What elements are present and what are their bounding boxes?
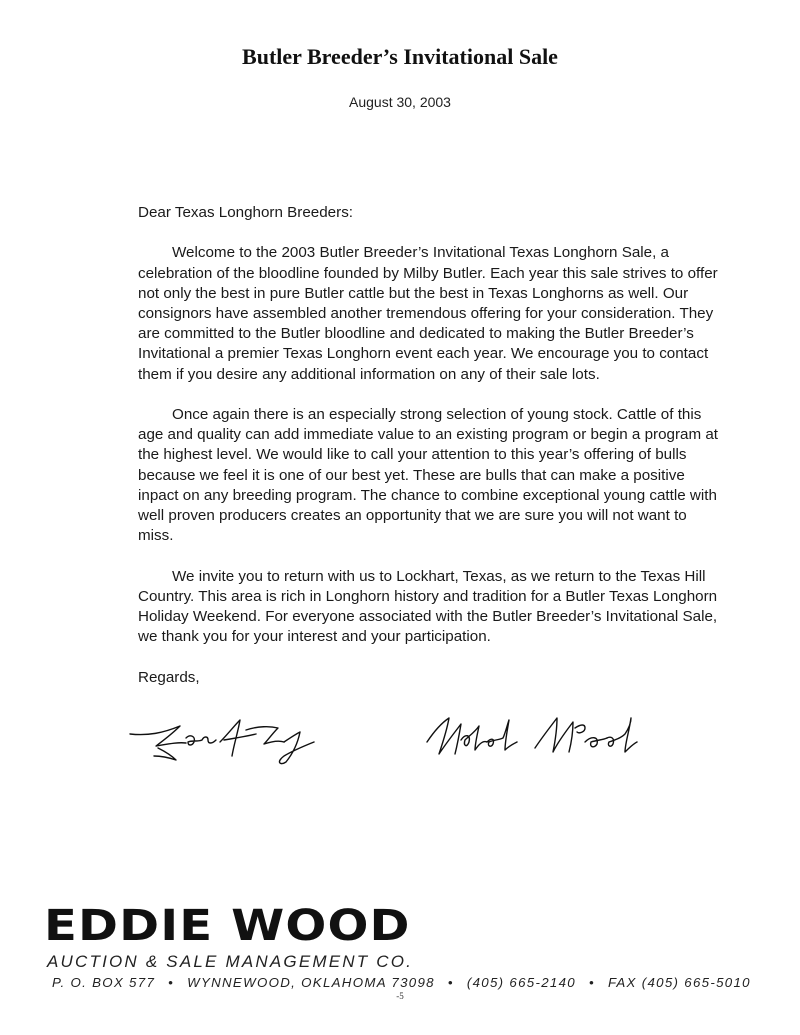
separator-dot: • <box>447 975 454 990</box>
po-box: P. O. BOX 577 <box>52 975 156 990</box>
company-address <box>52 975 762 990</box>
paragraph-invitation: We invite you to return with us to Lockhart, Texas, as we return to the Texas Hill Country. This area is rich in Longhorn history and tradition for a Butler Texas Longhorn Holiday Weekend. For everyone associated with the Butler Breeder’s Invitational Sale, we thank you for your interest and your participation. <box>138 567 718 646</box>
company-name: AUCTION & SALE MANAGEMENT CO. <box>47 952 414 971</box>
fax: FAX (405) 665-5010 <box>607 975 751 990</box>
letter-date: August 30, 2003 <box>349 94 451 110</box>
separator-dot: • <box>168 975 175 990</box>
page-number: -5 <box>396 991 404 1001</box>
city: WYNNEWOOD, OKLAHOMA 73098 <box>187 975 435 990</box>
salutation: Dear Texas Longhorn Breeders: <box>138 204 354 221</box>
eddie-wood-logo: EDDIE WOOD <box>44 901 411 951</box>
signature-right <box>425 712 640 767</box>
separator-dot: • <box>588 975 595 990</box>
closing: Regards, <box>138 668 200 686</box>
paragraph-welcome: Welcome to the 2003 Butler Breeder’s Invitational Texas Longhorn Sale, a celebration of the bloodline founded by Milby Butler. Each year this sale strives to offer not only the best in pure Butler cattle but the best in Texas Longhorns as well. Our consignors have assembled another tremendous offering for your consideration. They are committed to the Butler bloodline and dedicated to making the Butler Breeder’s Invitational a premier Texas Longhorn event each year. We encourage you to contact them if you desire any additional information on any of their sale lots. <box>138 244 718 383</box>
phone: (405) 665-2140 <box>466 975 576 990</box>
letter-body <box>138 203 718 688</box>
letter-title: Butler Breeder’s Invitational Sale <box>242 44 558 69</box>
signature-left <box>128 712 338 767</box>
paragraph-young-stock: Once again there is an especially strong selection of young stock. Cattle of this age and quality can add immediate value to an existing program or begin a program at the highest level. We would like to call your attention to this year’s offering of bulls because we feel it is one of our best yet. These are bulls that can make a positive inpact on any breeding program. The chance to combine exceptional young cattle with well proven producers creates an opportunity that we are sure you will not want to miss. <box>138 406 719 545</box>
